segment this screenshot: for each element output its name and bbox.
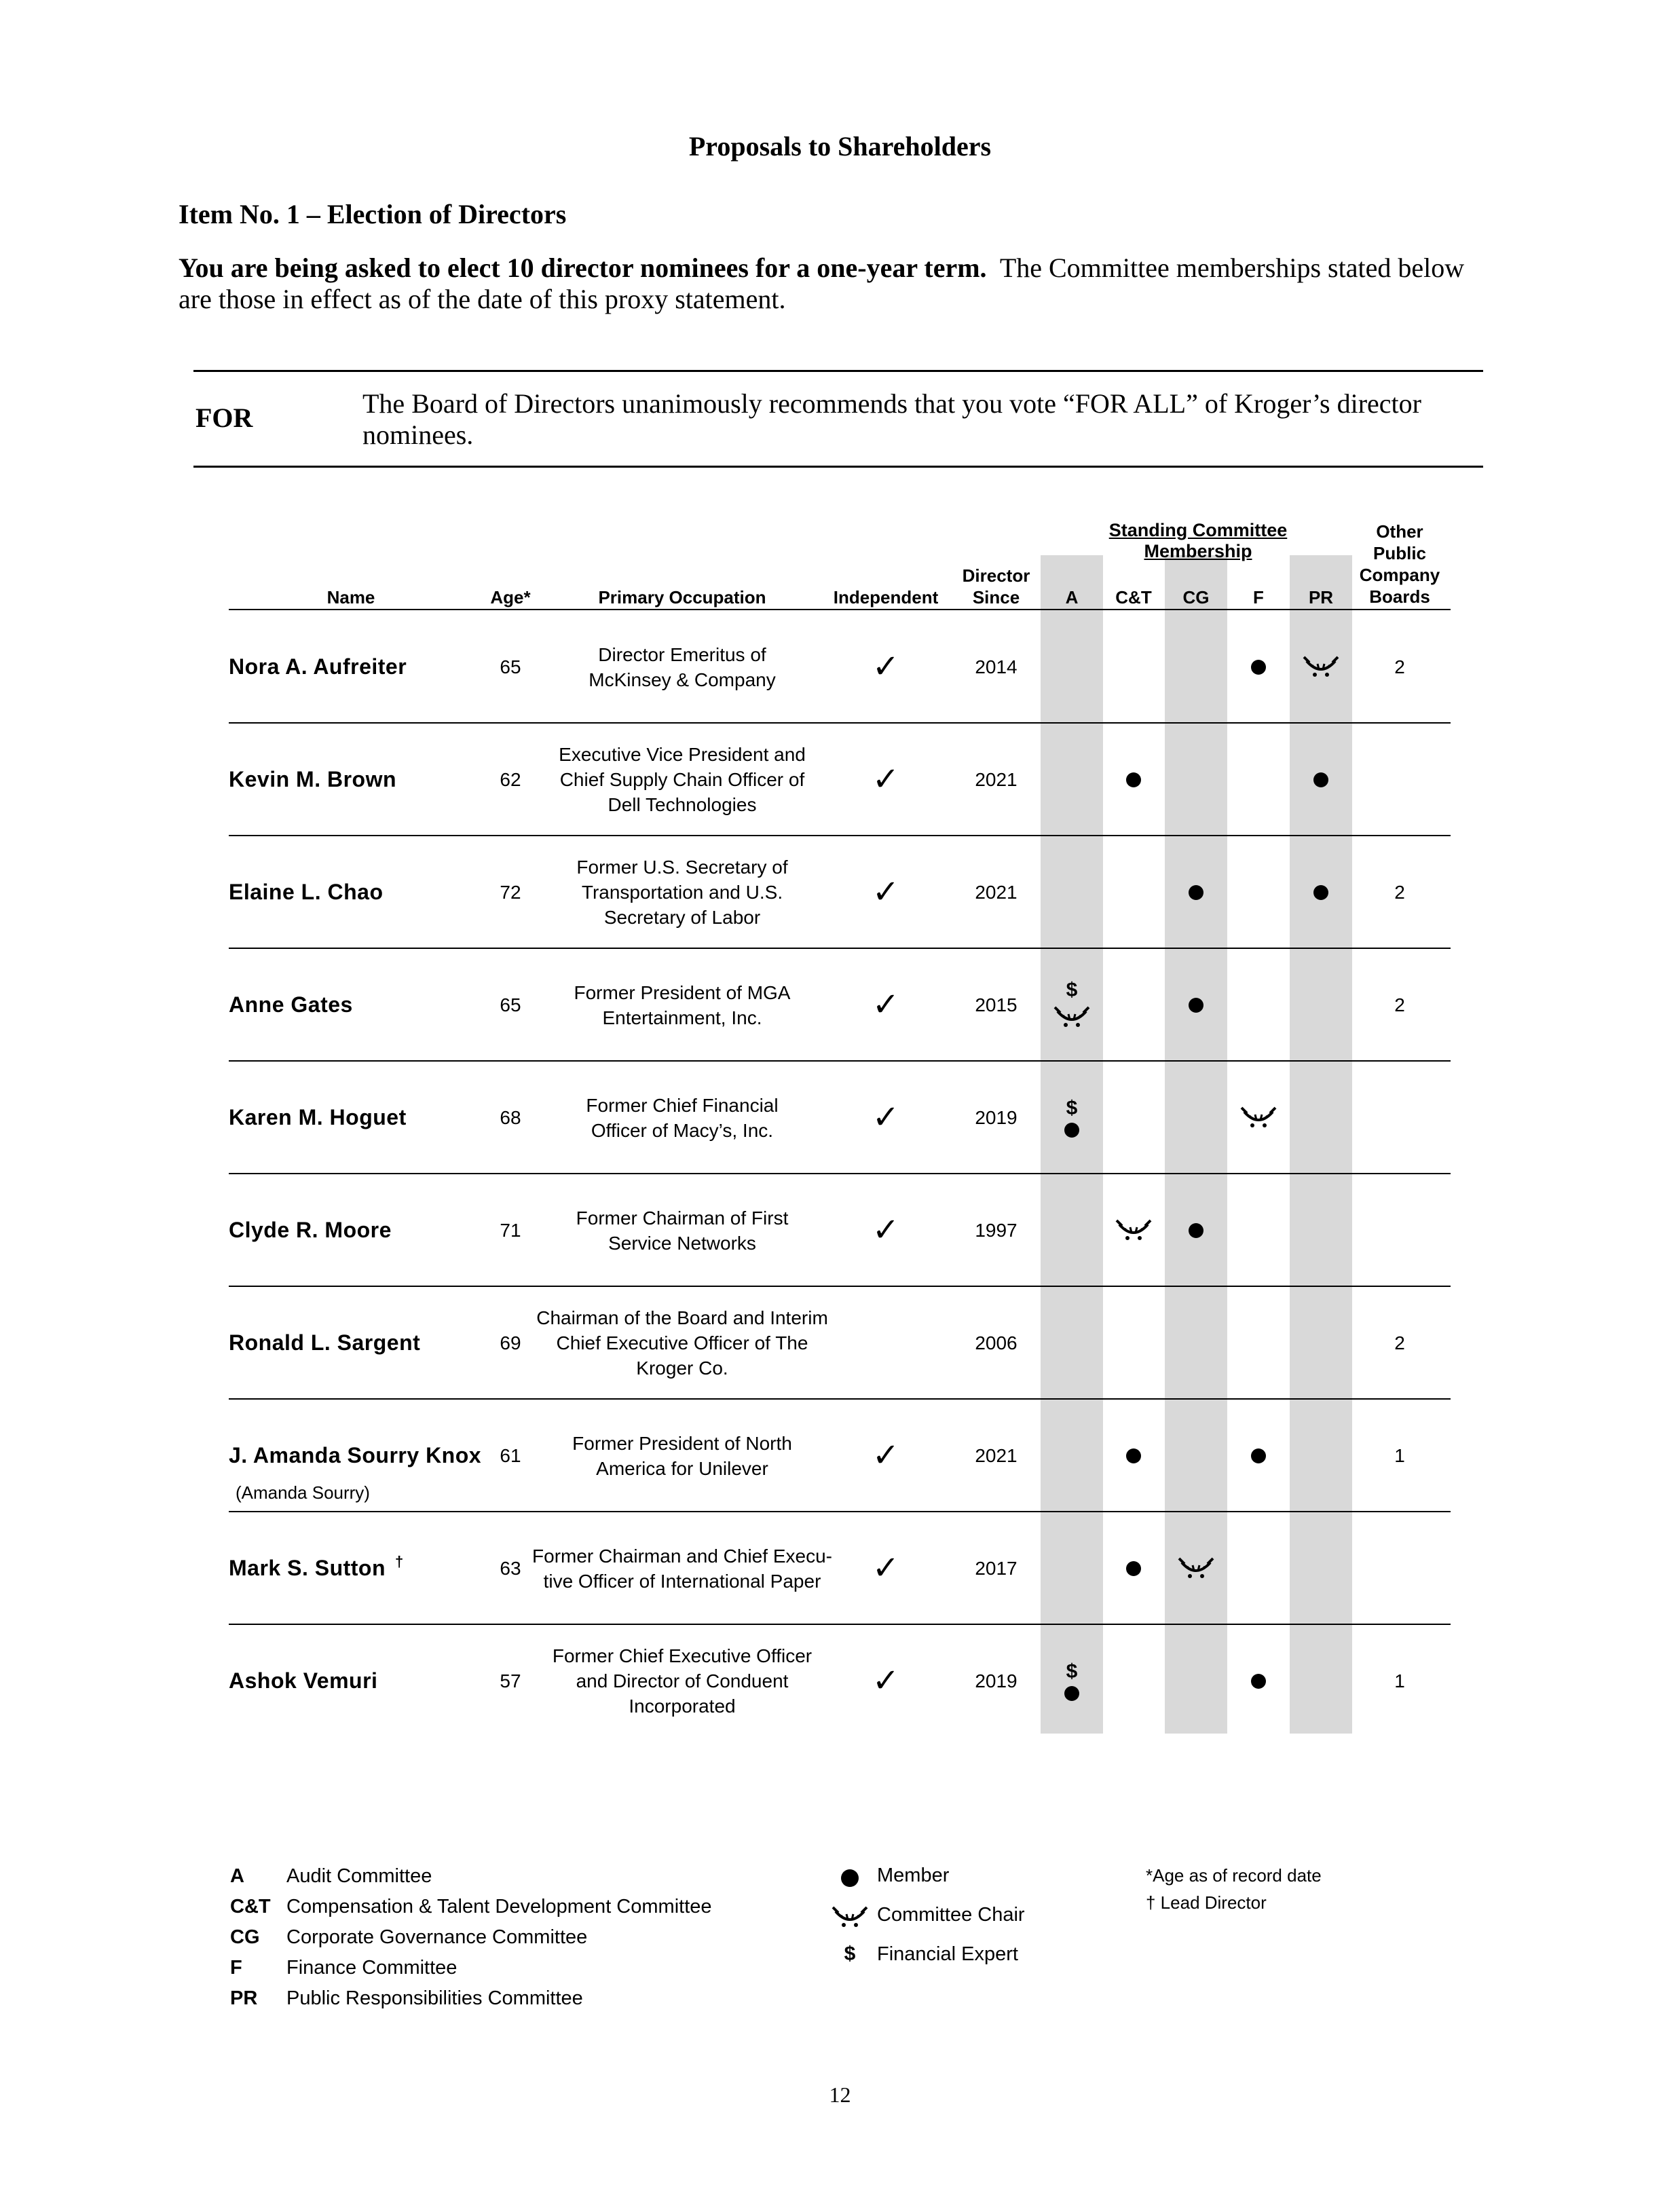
committee-cell-ct — [1102, 611, 1165, 723]
independent-cell — [828, 836, 944, 948]
director-since: 2021 — [975, 768, 1018, 790]
table-row — [0, 1287, 1680, 1399]
occupation-line: America for Unilever — [596, 1457, 768, 1479]
committee-group-heading: Standing Committee Membership — [1108, 520, 1288, 561]
director-name-text: Kevin M. Brown — [229, 767, 397, 791]
checkmark-icon: ✓ — [872, 1550, 900, 1586]
other-boards-count: 2 — [1394, 881, 1405, 903]
director-age: 57 — [500, 1670, 521, 1691]
member-dot-icon — [1126, 1561, 1141, 1576]
director-occupation — [529, 836, 835, 948]
other-boards-count — [1352, 1174, 1447, 1286]
item-heading: Item No. 1 – Election of Directors — [179, 199, 567, 229]
member-dot-icon — [1313, 885, 1328, 900]
director-name — [229, 949, 353, 1061]
committee-cell-ct — [1102, 1512, 1165, 1624]
recommendation-text: The Board of Directors unanimously recommends that you vote “FOR ALL” of Kroger’s director nominees. — [362, 388, 1421, 450]
legend-expert-text: Financial Expert — [877, 1943, 1018, 1965]
table-row — [0, 1174, 1680, 1286]
director-since: 2019 — [975, 1670, 1018, 1691]
committee-cell-a — [1041, 1512, 1103, 1624]
header-name: Name — [326, 587, 375, 607]
committee-cell-a — [1041, 1400, 1103, 1512]
header-other-line1: Other — [1376, 521, 1423, 542]
header-occupation: Primary Occupation — [598, 587, 766, 607]
committee-chair-gavel-icon — [829, 1901, 870, 1934]
table-row — [0, 949, 1680, 1061]
rule-bottom — [193, 466, 1483, 468]
committee-cell-cg — [1165, 949, 1227, 1061]
director-since: 1997 — [975, 1219, 1018, 1241]
member-dot-icon — [1251, 1448, 1266, 1463]
legend-label: Finance Committee — [286, 1957, 458, 1979]
header-other-line2: Public — [1373, 543, 1426, 563]
occupation-line: Former Chief Financial — [586, 1094, 779, 1116]
member-dot-icon — [1251, 1674, 1266, 1689]
independent-cell — [828, 1287, 944, 1399]
director-name — [229, 1062, 407, 1174]
member-dot-icon — [1189, 998, 1203, 1013]
director-age: 65 — [500, 994, 521, 1015]
checkmark-icon: ✓ — [872, 761, 900, 798]
committee-chair-gavel-icon — [1178, 1556, 1214, 1582]
occupation-line: Entertainment, Inc. — [602, 1007, 762, 1028]
director-occupation — [529, 1062, 835, 1174]
other-boards-count — [1352, 724, 1447, 836]
committee-cell-ct — [1102, 1287, 1165, 1399]
director-occupation — [529, 1512, 835, 1624]
committee-cell-pr — [1290, 724, 1352, 836]
member-dot-icon — [829, 1861, 870, 1895]
committee-cell-a — [1041, 949, 1103, 1061]
financial-expert-dollar-icon: $ — [1066, 1096, 1078, 1119]
committee-cell-f — [1227, 724, 1290, 836]
director-name — [229, 724, 396, 836]
legend-chair-text: Committee Chair — [877, 1904, 1025, 1926]
occupation-lines — [532, 1543, 832, 1594]
committee-cell-ct — [1102, 1400, 1165, 1512]
table-row — [0, 724, 1680, 836]
occupation-lines — [586, 1093, 778, 1143]
director-name — [229, 1287, 420, 1399]
header-f: F — [1253, 587, 1264, 607]
director-age: 68 — [500, 1106, 521, 1128]
committee-chair-gavel-icon — [1115, 1218, 1152, 1243]
header-cg: CG — [1182, 587, 1210, 607]
committee-cell-a — [1041, 724, 1103, 836]
director-name — [229, 1625, 377, 1737]
occupation-lines — [589, 642, 775, 692]
occupation-lines — [574, 980, 791, 1030]
legend-abbr: PR — [230, 1987, 258, 2009]
occupation-lines — [553, 1643, 812, 1719]
director-occupation — [529, 724, 835, 836]
director-age: 61 — [500, 1444, 521, 1466]
director-since: 2021 — [975, 1444, 1018, 1466]
director-occupation — [529, 1174, 835, 1286]
header-director-since-line2: Since — [972, 587, 1020, 607]
checkmark-icon: ✓ — [872, 986, 900, 1023]
committee-cell-cg — [1165, 1400, 1227, 1512]
committee-cell-f — [1227, 949, 1290, 1061]
committee-cell-pr — [1290, 1512, 1352, 1624]
legend-abbreviations — [230, 1861, 271, 2014]
director-occupation — [529, 1287, 835, 1399]
legend-label: Public Responsibilities Committee — [286, 1987, 583, 2009]
occupation-line: Former U.S. Secretary of — [576, 857, 788, 878]
lead-director-mark: † — [395, 1552, 404, 1570]
independent-cell — [828, 1174, 944, 1286]
member-dot-icon — [1189, 1223, 1203, 1238]
header-other-boards — [1352, 521, 1447, 607]
director-name — [229, 611, 407, 723]
committee-cell-pr — [1290, 1287, 1352, 1399]
committee-cell-cg — [1165, 724, 1227, 836]
committee-chair-gavel-icon — [1053, 1005, 1090, 1030]
independent-cell — [828, 1062, 944, 1174]
committee-cell-pr — [1290, 1174, 1352, 1286]
director-since: 2006 — [975, 1332, 1018, 1353]
director-name-text: Elaine L. Chao — [229, 880, 384, 904]
occupation-lines — [572, 1431, 792, 1481]
director-age: 71 — [500, 1219, 521, 1241]
independent-cell — [828, 1400, 944, 1512]
committee-cell-f — [1227, 1174, 1290, 1286]
occupation-line: Executive Vice President and — [559, 744, 806, 765]
member-dot-icon — [1313, 772, 1328, 787]
member-dot-icon — [1189, 885, 1203, 900]
committee-cell-a — [1041, 1174, 1103, 1286]
director-name-text: Nora A. Aufreiter — [229, 654, 407, 679]
director-age: 62 — [500, 768, 521, 790]
committee-cell-cg — [1165, 1625, 1227, 1737]
director-occupation — [529, 611, 835, 723]
director-name-text: Karen M. Hoguet — [229, 1105, 407, 1129]
committee-cell-cg — [1165, 1174, 1227, 1286]
page-number: 12 — [829, 2082, 851, 2107]
intro-bold: You are being asked to elect 10 director nominees for a one-year term. — [179, 252, 987, 283]
header-age: Age* — [490, 587, 531, 607]
legend-label: Compensation & Talent Development Committee — [286, 1896, 712, 1917]
committee-cell-a — [1041, 1287, 1103, 1399]
occupation-line: Secretary of Labor — [603, 907, 761, 928]
director-occupation — [529, 1625, 835, 1737]
checkmark-icon: ✓ — [872, 1212, 900, 1248]
independent-cell — [828, 724, 944, 836]
occupation-line: Officer of Macy’s, Inc. — [591, 1119, 774, 1141]
director-name-text: Anne Gates — [229, 992, 353, 1017]
committee-cell-ct — [1102, 1062, 1165, 1174]
committee-cell-cg — [1165, 1287, 1227, 1399]
committee-cell-a — [1041, 1625, 1103, 1737]
occupation-line: Former President of MGA — [574, 981, 791, 1003]
other-boards-count: 1 — [1394, 1670, 1405, 1691]
header-director-since-line1: Director — [962, 565, 1030, 586]
other-boards-count — [1352, 1062, 1447, 1174]
director-name-text: Ashok Vemuri — [229, 1668, 378, 1693]
committee-cell-cg — [1165, 1062, 1227, 1174]
committee-cell-a — [1041, 611, 1103, 723]
occupation-line: tive Officer of International Paper — [543, 1570, 821, 1592]
committee-cell-cg — [1165, 836, 1227, 948]
director-name — [229, 1512, 404, 1624]
financial-expert-dollar-icon: $ — [1066, 1660, 1078, 1683]
note-lead-director: † Lead Director — [1146, 1892, 1267, 1913]
financial-expert-dollar-icon: $ — [844, 1943, 856, 1965]
occupation-line: Former Chief Executive Officer — [552, 1645, 813, 1666]
committee-cell-pr — [1290, 836, 1352, 948]
director-since: 2015 — [975, 994, 1018, 1015]
rule-top — [193, 370, 1483, 372]
occupation-line: Director Emeritus of — [598, 643, 766, 665]
committee-cell-f — [1227, 1062, 1290, 1174]
independent-cell — [828, 611, 944, 723]
checkmark-icon: ✓ — [872, 648, 900, 685]
header-rule — [229, 609, 1451, 610]
member-dot-icon — [1064, 1123, 1079, 1138]
occupation-lines — [576, 1205, 789, 1256]
committee-cell-ct — [1102, 1625, 1165, 1737]
committee-cell-cg — [1165, 611, 1227, 723]
committee-cell-f — [1227, 611, 1290, 723]
header-other-line3: Company — [1359, 565, 1440, 585]
director-age: 72 — [500, 881, 521, 903]
checkmark-icon: ✓ — [872, 1437, 900, 1474]
legend-abbr: F — [230, 1957, 242, 1979]
checkmark-icon: ✓ — [872, 1662, 900, 1699]
other-boards-count: 2 — [1394, 656, 1405, 677]
committee-cell-f — [1227, 1625, 1290, 1737]
table-row — [0, 1512, 1680, 1624]
occupation-line: Kroger Co. — [636, 1358, 728, 1379]
header-director-since — [950, 565, 1042, 608]
committee-cell-f — [1227, 836, 1290, 948]
table-row — [0, 1062, 1680, 1174]
legend-abbr: C&T — [230, 1896, 271, 1917]
other-boards-count — [1352, 1512, 1447, 1624]
header-a: A — [1065, 587, 1079, 607]
member-dot-icon — [1126, 1448, 1141, 1463]
occupation-line: Former President of North — [572, 1432, 792, 1454]
legend-label: Corporate Governance Committee — [286, 1926, 588, 1948]
committee-cell-f — [1227, 1400, 1290, 1512]
director-age: 65 — [500, 656, 521, 677]
intro-paragraph — [179, 252, 1482, 315]
committee-cell-pr — [1290, 611, 1352, 723]
director-name — [229, 836, 383, 948]
other-boards-count: 2 — [1394, 1332, 1405, 1353]
director-since: 2014 — [975, 656, 1018, 677]
committee-cell-ct — [1102, 836, 1165, 948]
independent-cell — [828, 949, 944, 1061]
occupation-line: Chairman of the Board and Interim — [536, 1307, 828, 1328]
committee-cell-pr — [1290, 1625, 1352, 1737]
member-dot-icon — [1251, 660, 1266, 675]
occupation-line: Dell Technologies — [608, 794, 757, 815]
director-since: 2017 — [975, 1557, 1018, 1579]
committee-cell-f — [1227, 1287, 1290, 1399]
table-row — [0, 1625, 1680, 1737]
header-ct: C&T — [1115, 587, 1152, 607]
occupation-lines — [576, 855, 787, 930]
occupation-line: Chief Supply Chain Officer of — [559, 769, 805, 790]
committee-chair-gavel-icon — [1240, 1105, 1277, 1131]
other-boards-count: 2 — [1394, 994, 1405, 1015]
occupation-lines — [559, 742, 806, 817]
director-since: 2021 — [975, 881, 1018, 903]
director-name-text: Ronald L. Sargent — [229, 1330, 421, 1355]
legend-label: Audit Committee — [286, 1865, 432, 1887]
legend-abbr: CG — [230, 1926, 260, 1948]
director-alias: (Amanda Sourry) — [236, 1482, 370, 1503]
committee-cell-a — [1041, 836, 1103, 948]
independent-cell — [828, 1625, 944, 1737]
director-name-text: Mark S. Sutton — [229, 1556, 386, 1580]
committee-cell-ct — [1102, 724, 1165, 836]
director-since: 2019 — [975, 1106, 1018, 1128]
occupation-line: Transportation and U.S. — [581, 882, 783, 903]
committee-cell-pr — [1290, 949, 1352, 1061]
other-boards-count: 1 — [1394, 1444, 1405, 1466]
director-age: 69 — [500, 1332, 521, 1353]
director-occupation — [529, 949, 835, 1061]
header-independent: Independent — [833, 587, 939, 607]
financial-expert-dollar-icon: $ — [1066, 978, 1078, 1001]
member-dot-icon — [1126, 772, 1141, 787]
occupation-line: and Director of Conduent — [576, 1670, 789, 1691]
member-dot-icon — [1064, 1686, 1079, 1701]
occupation-line: Chief Executive Officer of The — [556, 1332, 808, 1353]
occupation-line: Former Chairman and Chief Execu- — [532, 1545, 832, 1567]
header-other-line4: Boards — [1369, 586, 1430, 607]
committee-cell-ct — [1102, 1174, 1165, 1286]
director-name-text: J. Amanda Sourry Knox — [229, 1443, 482, 1467]
intro-rest: The Committee memberships stated below are those in effect as of the date of this proxy statement. — [179, 252, 1465, 314]
legend-member-text: Member — [877, 1865, 950, 1886]
recommendation-label: FOR — [195, 403, 253, 433]
director-occupation — [529, 1400, 835, 1512]
occupation-line: Incorporated — [629, 1696, 736, 1717]
director-name — [229, 1174, 392, 1286]
occupation-line: Former Chairman of First — [576, 1207, 789, 1229]
table-row — [0, 836, 1680, 948]
director-age: 63 — [500, 1557, 521, 1579]
table-row — [0, 611, 1680, 723]
checkmark-icon: ✓ — [872, 1099, 900, 1136]
committee-cell-cg — [1165, 1512, 1227, 1624]
occupation-line: Service Networks — [608, 1232, 756, 1254]
committee-cell-pr — [1290, 1400, 1352, 1512]
occupation-lines — [536, 1305, 828, 1381]
page-title: Proposals to Shareholders — [688, 131, 992, 162]
legend-descriptions — [286, 1861, 712, 2014]
committee-cell-pr — [1290, 1062, 1352, 1174]
header-pr: PR — [1308, 587, 1334, 607]
checkmark-icon: ✓ — [872, 874, 900, 910]
committee-chair-gavel-icon — [1303, 654, 1339, 680]
occupation-line: McKinsey & Company — [589, 669, 776, 690]
independent-cell — [828, 1512, 944, 1624]
note-age: *Age as of record date — [1146, 1865, 1322, 1886]
director-name-text: Clyde R. Moore — [229, 1218, 392, 1242]
committee-cell-a — [1041, 1062, 1103, 1174]
committee-cell-ct — [1102, 949, 1165, 1061]
legend-abbr: A — [230, 1865, 244, 1887]
committee-cell-f — [1227, 1512, 1290, 1624]
